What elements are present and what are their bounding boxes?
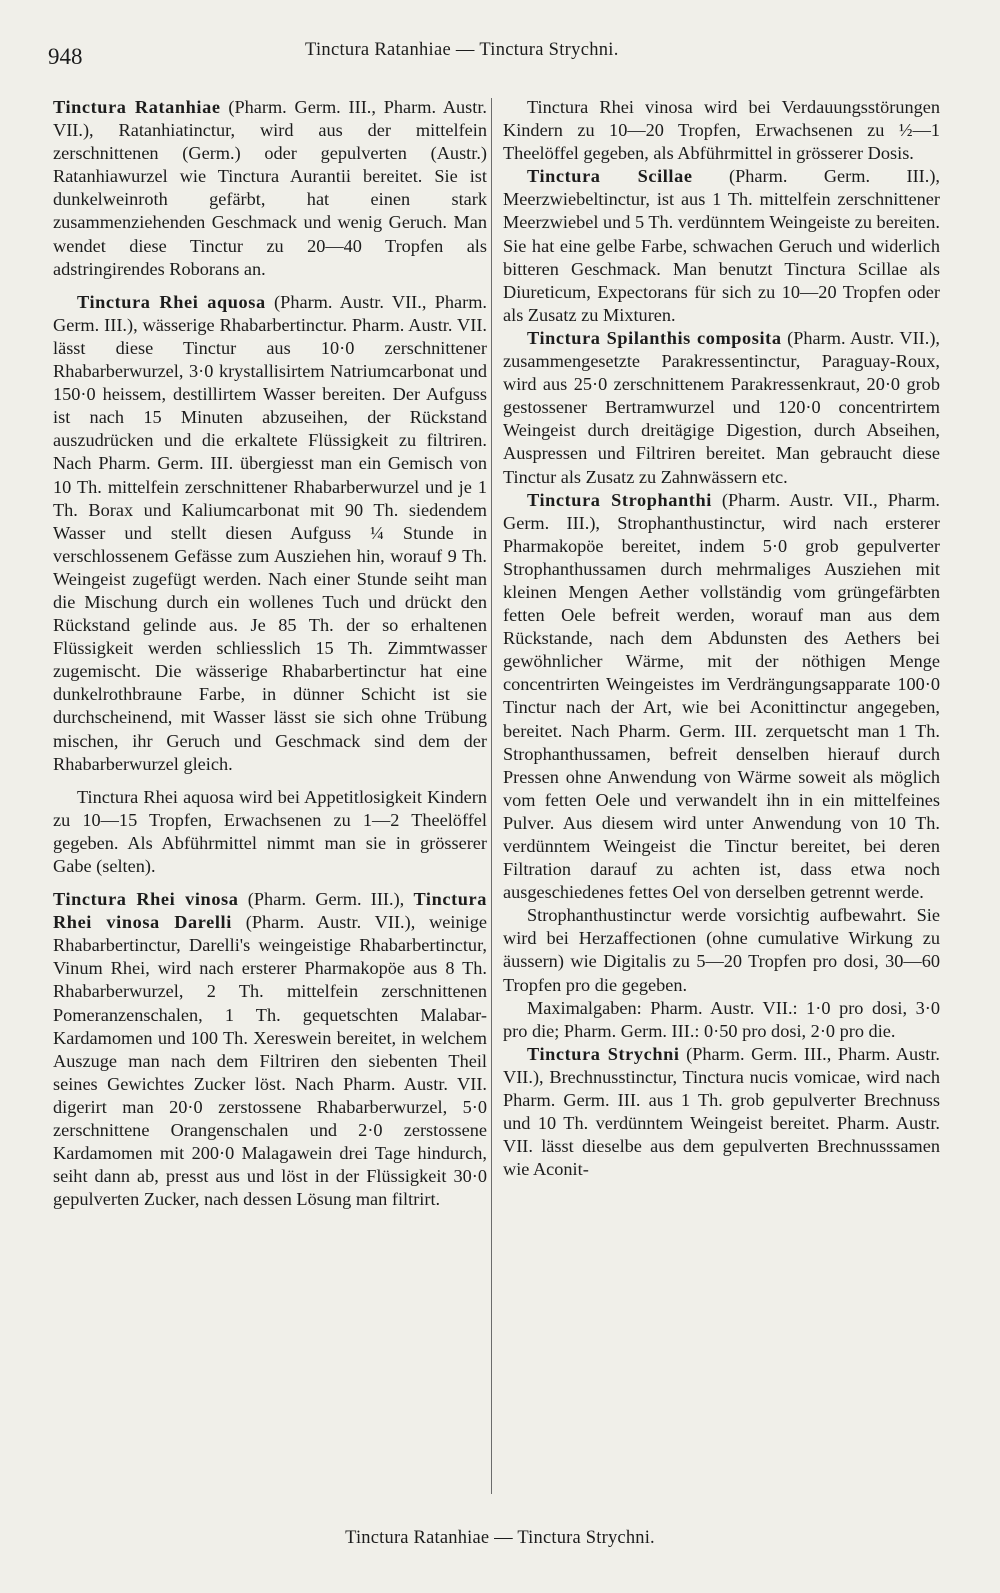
entry-heading: Tinctura Ratanhiae [53,97,221,117]
entry-heading: Tinctura Strychni [527,1043,680,1064]
entry-strychni [503,1043,940,1182]
page-number: 948 [48,44,83,69]
column-divider [491,98,492,1494]
paragraph-max-doses: Maximalgaben: Pharm. Austr. VII.: 1·0 pro dosi, 3·0 pro die; Pharm. Germ. III.: 0·50 pro dosi, 2·0 pro die. [503,997,940,1041]
paragraph-rhei-vinosa-usage: Tinctura Rhei vinosa wird bei Verdauungsstörungen Kindern zu 10—20 Tropfen, Erwachsenen zu ½—1 Theelöffel gegeben, als Abführmittel in grösserer Dosis. [503,97,940,164]
entry-heading: Tinctura Rhei vinosa [53,889,239,910]
paragraph-strophanthi-caution: Strophanthustinctur werde vorsichtig aufbewahrt. Sie wird bei Herzaffectionen (ohne cumulative Wirkung zu äussern) wie Digitalis zu 5—20 Tropfen pro dosi, 30—60 Tropfen pro die gegeben. [503,905,940,995]
entry-text: (Pharm. Germ. III.), Meerzwiebeltinctur, ist aus 1 Th. mittelfein zerschnittener Meerzwiebel und 5 Th. verdünntem Weingeiste zu bereiten. Sie hat eine gelbe Farbe, schwachen Geruch und widerlich bitteren Geschmack. Man benutzt Tinctura Scillae als Diureticum, Expectorans für sich zu 10—20 Tropfen oder als Zusatz zu Mixturen. [503,166,940,325]
entry-text: (Pharm. Germ. III., Pharm. Austr. VII.), Ratanhiatinctur, wird aus der mittelfein zerschnittenen (Germ.) oder gepulverten (Austr.) Ratanhiawurzel wie Tinctura Aurantii bereitet. Sie ist dunkelweinroth gefärbt, hat einen stark zusammenziehenden Geschmack und wenig Geruch. Man wendet diese Tinctur zu 20—40 Tropfen als adstringirendes Roborans an. [53,97,487,279]
entry-heading-secondary: Tinctura Rhei vinosa Darelli [53,889,488,933]
left-column [53,96,487,1211]
entry-text: (Pharm. Austr. VII., Pharm. Germ. III.), Strophanthustinctur, wird nach ersterer Pharmakopöe bereitet, indem 5·0 grob gepulverter Strophanthussamen durch mehrmaliges Ausziehen mit kleinen Mengen Aether vollständig vom grüngefärbten fetten Oele befreit werden, worauf man aus dem Rückstande, nach dem Abdunsten des Aethers bei gewöhnlicher Wärme, mit der nöthigen Menge concentrirten Weingeistes im Verdrängungsapparate 100·0 Tinctur nach der Art, wie bei Aconittinctur angegeben, bereitet. Nach Pharm. Germ. III. zerquetscht man 1 Th. Strophanthussamen, befreit denselben hierauf durch Pressen ohne Anwendung von Wärme soweit als möglich vom fetten Oele und verwandelt ihn in ein mittelfeines Pulver. Aus diesem wird unter Anwendung von 10 Th. verdünntem Weingeist die Tinctur bereitet, bei deren Filtration darauf zu achten ist, dass etwa noch ausgeschiedenes fettes Oel von derselben getrennt werde. [503,489,940,903]
entry-heading: Tinctura Scillae [527,166,693,187]
entry-text: (Pharm. Austr. VII.), zusammengesetzte Parakressentinctur, Paraguay-Roux, wird aus 25·0 zerschnittenem Parakressenkraut, 20·0 grob gestossener Bertramwurzel und 120·0 concentrirtem Weingeist durch dreitägige Digestion, durch Abseihen, Auspressen und Filtriren bereitet. Man gebraucht diese Tinctur als Zusatz zu Zahnwässern etc. [503,327,940,487]
entry-text: (Pharm. Germ. III., Pharm. Austr. VII.), Brechnusstinctur, Tinctura nucis vomicae, wird nach Pharm. Germ. III. aus 1 Th. grob gepulverter Brechnuss und 10 Th. verdünntem Weingeist bereitet. Pharm. Austr. VII. lässt dieselbe aus dem gepulverten Brechnusssamen wie Aconit- [503,1043,940,1180]
entry-rhei-vinosa [53,888,487,1211]
entry-scillae [503,165,940,327]
entry-text: (Pharm. Germ. III.), [238,889,414,910]
entry-rhei-aquosa [53,291,487,776]
running-footer: Tinctura Ratanhiae — Tinctura Strychni. [345,1528,655,1548]
entry-text: (Pharm. Austr. VII., Pharm. Germ. III.), wässerige Rhabarbertinctur. Pharm. Austr. VII. lässt diese Tinctur aus 10·0 zerschnittener Rhabarberwurzel, 3·0 krystallisirtem Natriumcarbonat und 150·0 heissem, destillirtem Wasser bereiten. Der Aufguss ist nach 15 Minuten abzuseihen, der Rückstand auszudrücken und die erkaltete Flüssigkeit zu filtriren. Nach Pharm. Germ. III. übergiesst man ein Gemisch von 10 Th. mittelfein zerschnittener Rhabarberwurzel und je 1 Th. Borax und Kaliumcarbonat mit 90 Th. siedendem Wasser und stellt diesen Aufguss ¼ Stunde in verschlossenem Gefässe zum Ausziehen hin, worauf 9 Th. Weingeist zugefügt werden. Nach einer Stunde seiht man die Mischung durch ein wollenes Tuch und drückt den Rückstand gelinde aus. Je 85 Th. der so erhaltenen Flüssigkeit werden schliesslich 15 Th. Zimmtwasser zugemischt. Die wässerige Rhabarbertinctur hat eine dunkelrothbraune Farbe, in dünner Schicht ist sie durchscheinend, mit Wasser lässt sie sich ohne Trübung mischen, ihr Geruch und Geschmack sind dem der Rhabarberwurzel gleich. [53,291,487,774]
entry-spilanthis [503,327,940,489]
entry-strophanthi [503,489,940,905]
entry-ratanhiae [53,96,487,281]
entry-text: (Pharm. Austr. VII.), weinige Rhabarbertinctur, Darelli's weingeistige Rhabarbertinctur, Vinum Rhei, wird nach ersterer Pharmakopöe aus 8 Th. Rhabarberwurzel, 2 Th. mittelfein zerschnittenen Pomeranzenschalen, 1 Th. gequetschten Malabar-Kardamomen und 100 Th. Xereswein bereitet, in welchem Auszuge man nach dem Filtriren den siebenten Theil seines Gewichtes Zucker löst. Nach Pharm. Austr. VII. digerirt man 20·0 zerstossene Rhabarberwurzel, 5·0 zerschnittene Orangenschalen und 2·0 zerstossene Kardamomen mit 200·0 Malagawein drei Tage hindurch, seiht dann ab, presst aus und löst in der Flüssigkeit 30·0 gepulverten Zucker, nach dessen Lösung man filtrirt. [53,912,487,1210]
running-header: Tinctura Ratanhiae — Tinctura Strychni. [305,40,619,60]
entry-heading: Tinctura Spilanthis composita [527,327,782,348]
entry-heading: Tinctura Rhei aquosa [77,291,266,312]
entry-heading: Tinctura Strophanthi [527,489,712,510]
paragraph-rhei-aquosa-usage: Tinctura Rhei aquosa wird bei Appetitlosigkeit Kindern zu 10—15 Tropfen, Erwachsenen zu 1—2 Theelöffel gegeben. Als Abführmittel nimmt man sie in grösserer Gabe (selten). [53,786,487,876]
right-column [503,96,940,1181]
